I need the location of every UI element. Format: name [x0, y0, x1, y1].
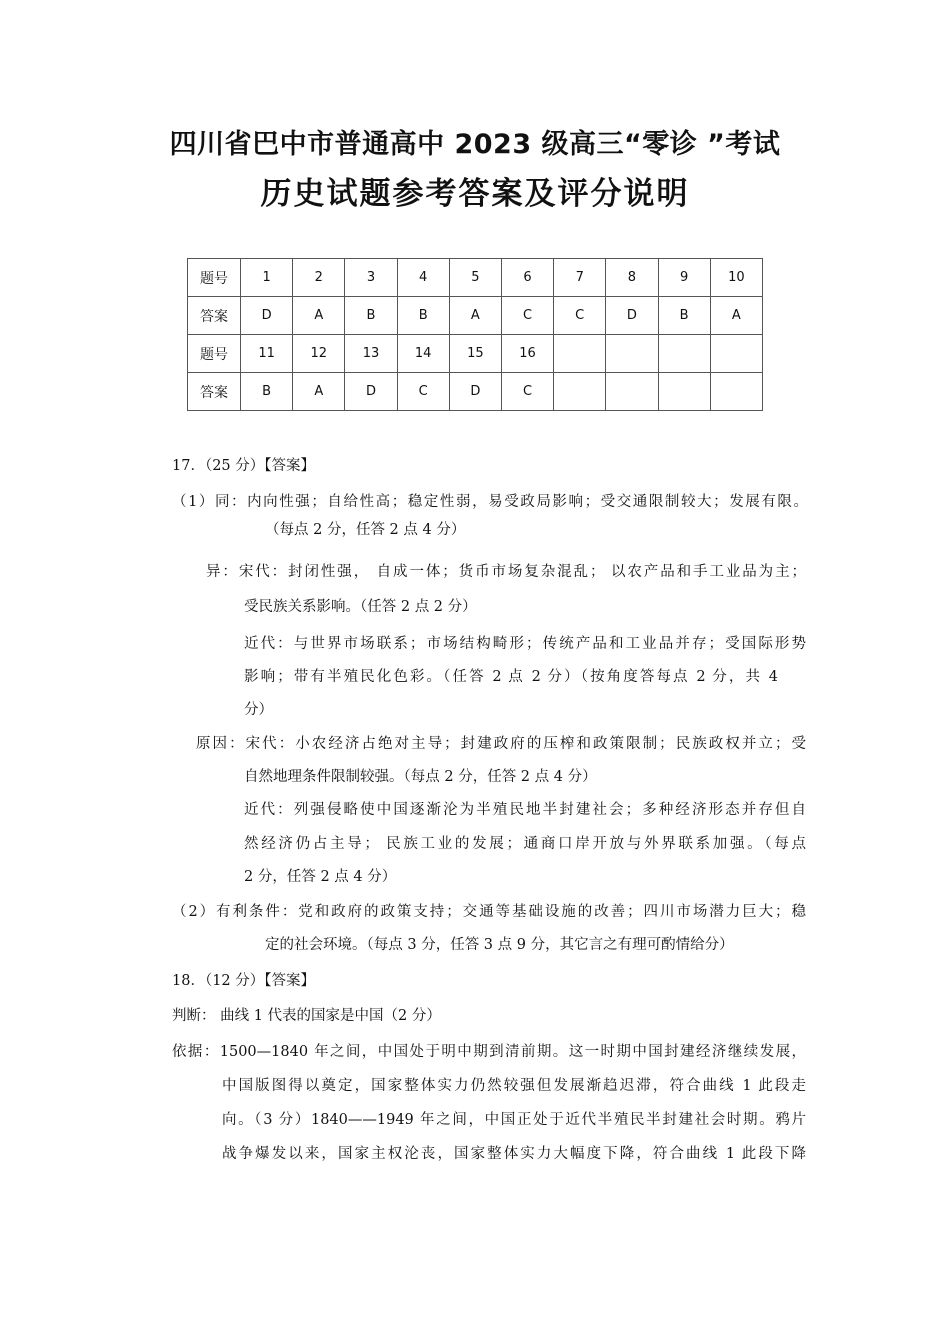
answer-table-cell [606, 335, 658, 373]
q18-basis-line1: 依据：1500—1840 年之间，中国处于明中期到清前期。这一时期中国封建经济继续发展， [172, 1044, 806, 1060]
answer-table-cell: B [658, 297, 710, 335]
q17-reason-line2: 自然地理条件限制较强。（每点 2 分，任答 2 点 4 分） [244, 769, 597, 785]
answer-table-cell: C [501, 297, 553, 335]
answer-table-cell: 12 [293, 335, 345, 373]
answer-table-cell: 5 [449, 259, 501, 297]
q17-yi-line2: 受民族关系影响。（任答 2 点 2 分） [244, 599, 477, 615]
answer-table-cell [710, 335, 762, 373]
answer-table-cell: C [501, 373, 553, 411]
answer-table-cell: D [606, 297, 658, 335]
answer-table-row [188, 259, 763, 297]
answer-table-cell: D [345, 373, 397, 411]
answer-table-cell: C [554, 297, 606, 335]
answer-table-row [188, 373, 763, 411]
answer-table-cell [554, 373, 606, 411]
q17-reason-jindai-line3: 2 分，任答 2 点 4 分） [244, 869, 397, 885]
answer-table-cell: 14 [397, 335, 449, 373]
answer-table [187, 258, 763, 411]
q17-jindai-line2: 影响；带有半殖民化色彩。（任答 2 点 2 分）（按角度答每点 2 分，共 4 [244, 669, 778, 685]
q18-judgment: 判断： 曲线 1 代表的国家是中国（2 分） [172, 1008, 441, 1024]
q18-header: 18．（12 分）【答案】 [172, 973, 316, 989]
answer-table-cell: 3 [345, 259, 397, 297]
answer-table-cell: 13 [345, 335, 397, 373]
answer-table-cell: A [449, 297, 501, 335]
q17-part1-line2: （每点 2 分，任答 2 点 4 分） [265, 522, 466, 538]
answer-table-cell: 16 [501, 335, 553, 373]
answer-table-cell: A [293, 373, 345, 411]
answer-table-row-label: 题号 [188, 259, 241, 297]
answer-table-cell: C [397, 373, 449, 411]
answer-table-cell: 1 [241, 259, 293, 297]
answer-table-cell: 8 [606, 259, 658, 297]
q18-basis-line2: 中国版图得以奠定，国家整体实力仍然较强但发展渐趋迟滞，符合曲线 1 此段走 [222, 1078, 806, 1094]
answer-table-cell: 15 [449, 335, 501, 373]
answer-table-cell [658, 373, 710, 411]
answer-table-cell: A [710, 297, 762, 335]
q17-part1-line1: （1）同：内向性强；自给性高；稳定性弱，易受政局影响；受交通限制较大；发展有限。 [172, 494, 808, 510]
answer-table-cell: B [345, 297, 397, 335]
answer-table-row [188, 297, 763, 335]
answer-table-cell: 7 [554, 259, 606, 297]
answer-table-cell: A [293, 297, 345, 335]
answer-table-cell [658, 335, 710, 373]
q18-basis-line4: 战争爆发以来，国家主权沦丧，国家整体实力大幅度下降，符合曲线 1 此段下降 [222, 1146, 806, 1162]
answer-table-row-label: 答案 [188, 373, 241, 411]
answer-table-cell [554, 335, 606, 373]
q17-reason-jindai-line1: 近代：列强侵略使中国逐渐沦为半殖民地半封建社会；多种经济形态并存但自 [244, 802, 806, 818]
page-title: 四川省巴中市普通高中 2023 级高三“零诊 ”考试 [169, 129, 781, 160]
answer-table-row-label: 答案 [188, 297, 241, 335]
q17-jindai-line3: 分） [244, 702, 273, 718]
answer-table-cell: 10 [710, 259, 762, 297]
answer-table-row [188, 335, 763, 373]
q17-reason-jindai-line2: 然经济仍占主导； 民族工业的发展；通商口岸开放与外界联系加强。（每点 [244, 836, 806, 852]
answer-table-cell [606, 373, 658, 411]
answer-table-cell: B [397, 297, 449, 335]
answer-table-cell: D [449, 373, 501, 411]
q18-basis-line3: 向。（3 分）1840——1949 年之间，中国正处于近代半殖民半封建社会时期。鸦片 [222, 1112, 806, 1128]
answer-table-cell: 11 [241, 335, 293, 373]
answer-table-cell: D [241, 297, 293, 335]
q17-jindai-line1: 近代：与世界市场联系；市场结构畸形；传统产品和工业品并存；受国际形势 [244, 636, 806, 652]
answer-table-row-label: 题号 [188, 335, 241, 373]
q17-part2-line2: 定的社会环境。（每点 3 分，任答 3 点 9 分，其它言之有理可酌情给分） [265, 937, 734, 953]
page-subtitle: 历史试题参考答案及评分说明 [260, 176, 690, 212]
answer-table-cell: 6 [501, 259, 553, 297]
answer-table-cell [710, 373, 762, 411]
answer-table-cell: 2 [293, 259, 345, 297]
q17-part2-line1: （2）有利条件：党和政府的政策支持；交通等基础设施的改善；四川市场潜力巨大；稳 [172, 904, 806, 920]
answer-table-cell: 9 [658, 259, 710, 297]
answer-table-cell: B [241, 373, 293, 411]
q17-yi-line1: 异：宋代：封闭性强， 自成一体；货币市场复杂混乱； 以农产品和手工业品为主； [206, 564, 806, 580]
q17-reason-line1: 原因：宋代：小农经济占绝对主导；封建政府的压榨和政策限制；民族政权并立；受 [196, 736, 806, 752]
q17-header: 17．（25 分）【答案】 [172, 458, 316, 474]
answer-table-cell: 4 [397, 259, 449, 297]
